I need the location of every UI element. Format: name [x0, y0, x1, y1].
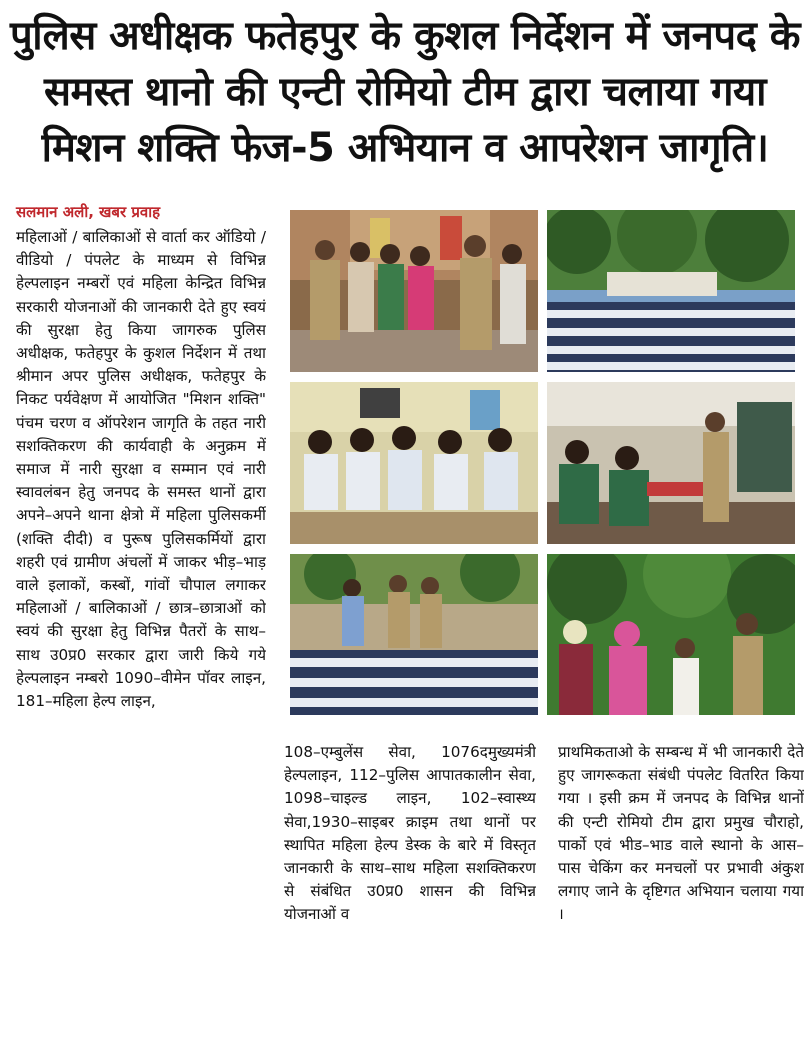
article-column-3: प्राथमिकताओ के सम्बन्ध में भी जानकारी देते हुए जागरूकता संबंधी पंपलेट वितरित किया गया । इसी क्रम में जनपद के विभिन्न थानों की एन्टी रोमियो टीम द्वारा प्रमुख चौराहो, पार्को एवं भीड–भाड वाले स्थानो के आस–पास चेकिंग कर मनचलों पर प्रभावी अंकुश लगाए जाने के दृष्टिगत अभियान चलाया गया ।	[558, 743, 804, 924]
headline	[8, 8, 802, 176]
headline-line-2: समस्त थानो की एन्टी रोमियो टीम द्वारा चलाया गया	[43, 69, 767, 115]
photo-outdoor-assembly	[547, 210, 795, 372]
article-column-2: 108–एम्बुलेंस सेवा, 1076दमुख्यमंत्री हेल्पलाइन, 112–पुलिस आपातकालीन सेवा, 1098–चाइल्ड लाइन, 102–स्वास्थ्य सेवा,1930–साइबर क्राइम तथा थानों पर स्थापित महिला हेल्प डेस्क के बारे में विस्तृत जानकारी के साथ–साथ महिला सशक्तिकरण से संबंधित उ0प्र0 शासन की विभिन्न योजनाओं व	[284, 743, 536, 924]
headline-line-1: पुलिस अधीक्षक फतेहपुर के कुशल निर्देशन में जनपद के	[10, 13, 800, 59]
article-column-1: महिलाओं / बालिकाओं से वार्ता कर ऑडियो / वीडियो / पंपलेट के माध्यम से विभिन्न हेल्पलाइन नम्बरों एवं महिला केन्द्रित विभिन्न सरकारी योजनाओं की जानकारी देते हुए स्वयं की सुरक्षा हेतु किया जागरुक पुलिस अधीक्षक, फतेहपुर के कुशल निर्देशन में तथा श्रीमान अपर पुलिस अधीक्षक, फतेहपुर के निकट पर्यवेक्षण में आयोजित "मिशन शक्ति" पंचम चरण व ऑपरेशन जागृति के तहत नारी सशक्तिकरण की कार्यवाही के अनुक्रम में समाज में नारी सुरक्षा व सम्मान एवं नारी स्वावलंबन हेतु जनपद के समस्त थानों द्वारा अपने–अपने थाना क्षेत्रो में महिला पुलिसकर्मी (शक्ति दीदी) व पुरूष पुलिसकर्मियों द्वारा शहरी एवं ग्रामीण अंचलों में जाकर भीड़–भाड़ वाले इलाकों, कस्बों, गांवों चौपाल लगाकर महिलाओं / बालिकाओं / छात्र–छात्राओं को स्वयं की सुरक्षा हेतु विभिन्न पैतरों के साथ–साथ उ0प्र0 सरकार द्वारा जारी किये गये हेल्पलाइन नम्बरो 1090–वीमेन पॉवर लाइन, 181–महिला हेल्प लाइन,	[16, 228, 266, 711]
photo-collage	[290, 210, 796, 715]
photo-women-officer-outdoors	[547, 554, 795, 716]
photo-outdoor-girls-officers	[290, 554, 538, 716]
photo-classroom-officer	[547, 382, 795, 544]
byline: सलमान अली, खबर प्रवाह	[16, 203, 161, 221]
photo-police-with-women	[290, 210, 538, 372]
headline-line-3: मिशन शक्ति फेज-5 अभियान व आपरेशन जागृति।	[41, 125, 769, 171]
photo-classroom-girls	[290, 382, 538, 544]
